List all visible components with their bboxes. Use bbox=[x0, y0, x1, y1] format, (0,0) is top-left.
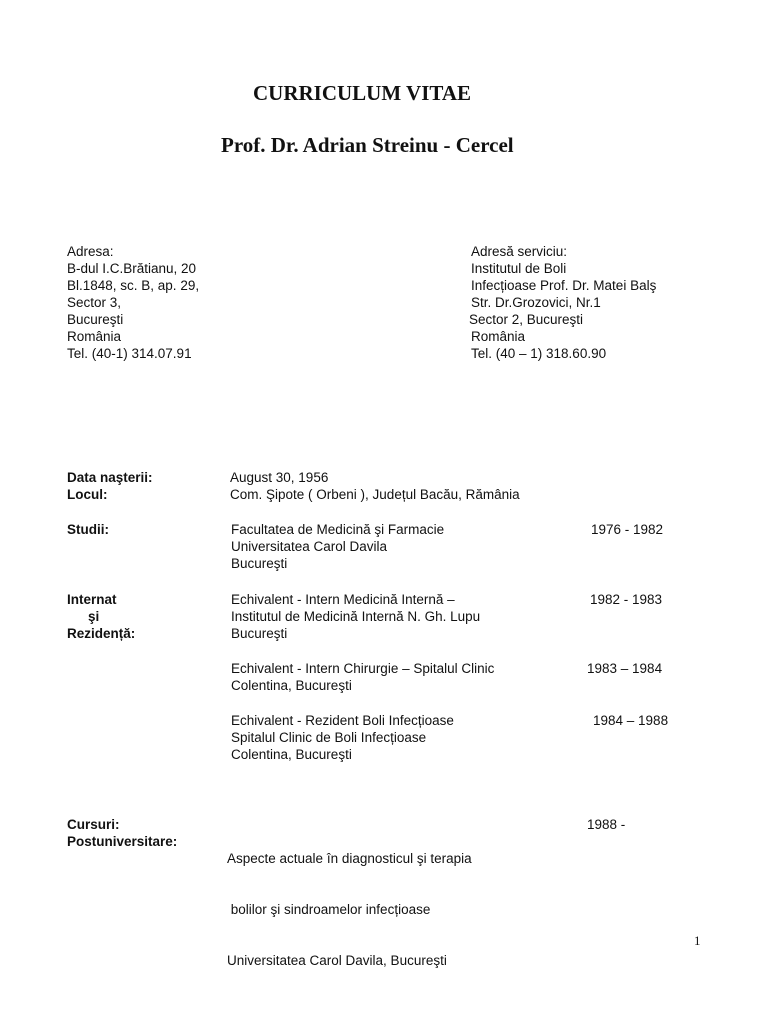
work-address-line: Str. Dr.Grozovici, Nr.1 bbox=[471, 295, 601, 310]
courses-label bbox=[67, 816, 177, 850]
studies-line: Universitatea Carol Davila bbox=[231, 539, 388, 554]
residency-label-line: Rezidență: bbox=[67, 626, 136, 641]
residency-years: 1984 – 1988 bbox=[593, 713, 669, 728]
courses-line: Aspecte actuale în diagnosticul şi terapia bbox=[227, 851, 472, 866]
residency-entry bbox=[231, 591, 480, 642]
birth-place-value: Com. Şipote ( Orbeni ), Județul Bacău, Rămânia bbox=[230, 487, 520, 502]
birth-date-value: August 30, 1956 bbox=[230, 470, 329, 485]
studies-line: Facultatea de Medicină şi Farmacie bbox=[231, 522, 445, 537]
courses-years: 1988 - bbox=[587, 817, 626, 832]
work-address-line: Infecțioase Prof. Dr. Matei Balş bbox=[471, 278, 657, 293]
residency-years: 1983 – 1984 bbox=[587, 661, 663, 676]
courses-label-line: Postuniversitare: bbox=[67, 834, 178, 849]
work-address bbox=[471, 243, 656, 362]
work-address-line: Institutul de Boli bbox=[471, 261, 567, 276]
residency-label-line: şi bbox=[88, 609, 100, 624]
person-name: Prof. Dr. Adrian Streinu - Cercel bbox=[221, 133, 514, 157]
birth-date-label: Data naşterii: bbox=[67, 470, 153, 485]
courses-line: bolilor şi sindroamelor infecțioase bbox=[227, 902, 431, 917]
residency-line: Echivalent - Intern Chirurgie – Spitalul Clinic bbox=[231, 661, 495, 676]
home-address-line: Adresa: bbox=[67, 244, 114, 259]
residency-line: Echivalent - Rezident Boli Infecțioase bbox=[231, 713, 454, 728]
residency-line: Spitalul Clinic de Boli Infecțioase bbox=[231, 730, 427, 745]
studies-label: Studii: bbox=[67, 522, 109, 537]
residency-line: Bucureşti bbox=[231, 626, 288, 641]
home-address-line: Bucureşti bbox=[67, 312, 124, 327]
home-address-line: Bl.1848, sc. B, ap. 29, bbox=[67, 278, 200, 293]
residency-line: Echivalent - Intern Medicină Internă – bbox=[231, 592, 455, 607]
courses-details bbox=[227, 816, 472, 986]
work-address-line: Sector 2, Bucureşti bbox=[469, 312, 584, 327]
residency-line: Colentina, Bucureşti bbox=[231, 678, 352, 693]
home-address-line: B-dul I.C.Brătianu, 20 bbox=[67, 261, 197, 276]
page-number: 1 bbox=[694, 933, 701, 948]
home-address bbox=[67, 243, 199, 362]
residency-label-line: Internat bbox=[67, 592, 117, 607]
studies-details bbox=[231, 521, 444, 572]
birth-place-label: Locul: bbox=[67, 487, 108, 502]
work-phone: Tel. (40 – 1) 318.60.90 bbox=[471, 346, 607, 361]
home-address-line: România bbox=[67, 329, 122, 344]
home-address-line: Sector 3, bbox=[67, 295, 122, 310]
residency-entry bbox=[231, 660, 494, 694]
residency-years: 1982 - 1983 bbox=[590, 592, 663, 607]
studies-line: Bucureşti bbox=[231, 556, 288, 571]
residency-line: Colentina, Bucureşti bbox=[231, 747, 352, 762]
work-address-line: Adresă serviciu: bbox=[471, 244, 568, 259]
courses-line: Universitatea Carol Davila, Bucureşti bbox=[227, 953, 447, 968]
studies-years: 1976 - 1982 bbox=[591, 522, 664, 537]
residency-label bbox=[67, 591, 135, 642]
work-address-line: România bbox=[471, 329, 526, 344]
home-phone: Tel. (40-1) 314.07.91 bbox=[67, 346, 192, 361]
courses-label-line: Cursuri: bbox=[67, 817, 120, 832]
residency-line: Institutul de Medicină Internă N. Gh. Lupu bbox=[231, 609, 481, 624]
residency-entry bbox=[231, 712, 454, 763]
page-title: CURRICULUM VITAE bbox=[253, 81, 471, 105]
